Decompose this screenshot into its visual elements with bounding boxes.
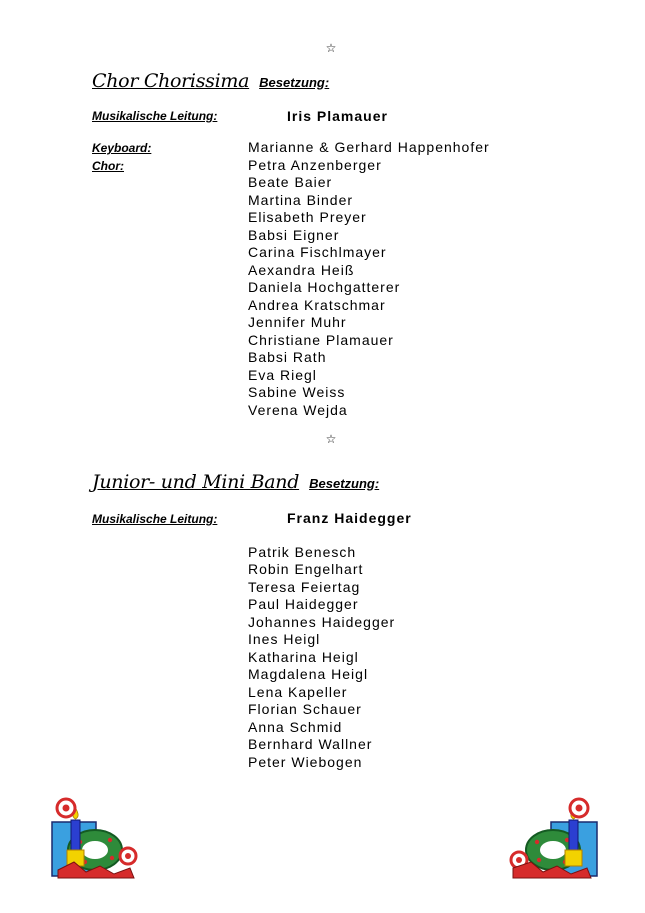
band-member: Patrik Benesch [248, 543, 357, 560]
chor-member: Aexandra Heiß [248, 261, 355, 278]
chor-member: Elisabeth Preyer [248, 209, 367, 225]
chor-leitung-name: Iris Plamauer [287, 108, 388, 124]
star-ornament-top: ☆ [325, 41, 337, 55]
band-member: Teresa Feiertag [248, 578, 361, 595]
band-member: Johannes Haidegger [248, 613, 396, 630]
band-member: Anna Schmid [248, 718, 343, 735]
chor-leitung-label: Musikalische Leitung: [92, 109, 218, 123]
chor-label: Chor: [92, 159, 124, 173]
band-member: Katharina Heigl [248, 648, 359, 665]
band-member: Paul Haidegger [248, 596, 359, 612]
band-member-list [248, 544, 395, 772]
chor-member: Babsi Rath [248, 349, 327, 365]
chor-member: Beate Baier [248, 174, 333, 190]
band-member: Bernhard Wallner [248, 736, 373, 752]
band-member: Florian Schauer [248, 701, 362, 717]
chor-member: Eva Riegl [248, 366, 317, 383]
chor-member: Jennifer Muhr [248, 314, 347, 330]
candle-wreath-icon [50, 796, 142, 882]
band-member: Magdalena Heigl [248, 666, 369, 682]
chor-member-list [248, 157, 400, 420]
band-member: Lena Kapeller [248, 683, 348, 700]
band-title: Junior- und Mini Band [92, 471, 300, 493]
chor-member: Daniela Hochgatterer [248, 279, 401, 295]
chor-member: Andrea Kratschmar [248, 296, 386, 313]
chor-besetzung: Besetzung: [259, 75, 330, 90]
chor-member: Martina Binder [248, 191, 354, 208]
candle-wreath-icon [503, 796, 599, 882]
chor-member: Carina Fischlmayer [248, 244, 387, 260]
band-leitung-label: Musikalische Leitung: [92, 512, 218, 526]
chor-title: Chor Chorissima [92, 70, 250, 92]
section-title-band [92, 470, 379, 496]
section-title-chor [92, 69, 329, 95]
band-besetzung: Besetzung: [309, 476, 380, 491]
band-member: Robin Engelhart [248, 561, 364, 577]
chor-member: Petra Anzenberger [248, 156, 382, 173]
band-member: Peter Wiebogen [248, 753, 363, 770]
band-leitung-name: Franz Haidegger [287, 510, 412, 526]
keyboard-value: Marianne & Gerhard Happenhofer [248, 139, 490, 155]
chor-member: Babsi Eigner [248, 226, 340, 243]
band-member: Ines Heigl [248, 631, 321, 647]
chor-member: Verena Wejda [248, 401, 348, 418]
keyboard-label: Keyboard: [92, 141, 152, 155]
chor-member: Christiane Plamauer [248, 331, 394, 348]
star-ornament-middle: ☆ [325, 432, 337, 446]
chor-member: Sabine Weiss [248, 384, 346, 400]
